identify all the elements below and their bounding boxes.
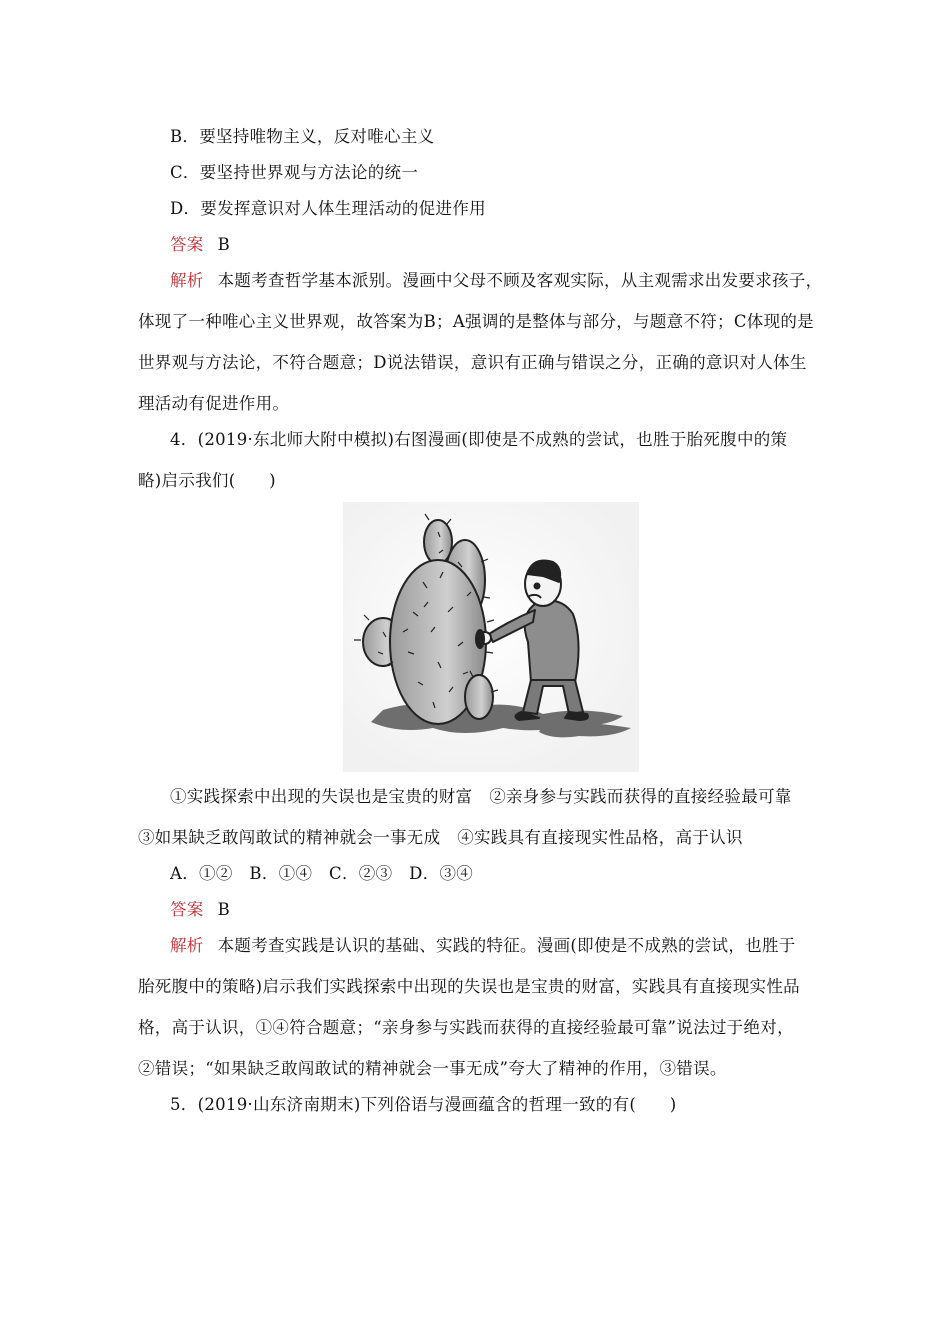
q4-analysis-line-1: 解析 本题考查实践是认识的基础、实践的特征。漫画(即使是不成熟的尝试，也胜于 bbox=[170, 936, 796, 955]
q3-option-d: D．要发挥意识对人体生理活动的促进作用 bbox=[170, 199, 486, 218]
q4-analysis-line-3: 格，高于认识，①④符合题意；“亲身参与实践而获得的直接经验最可靠”说法过于绝对， bbox=[138, 1018, 794, 1037]
q3-option-c: C．要坚持世界观与方法论的统一 bbox=[170, 163, 419, 182]
q4-analysis-line-4: ②错误；“如果缺乏敢闯敢试的精神就会一事无成”夸大了精神的作用，③错误。 bbox=[138, 1059, 727, 1078]
answer-label: 答案 bbox=[170, 900, 204, 919]
answer-value: B bbox=[217, 235, 231, 254]
q3-analysis-line-1: 解析 本题考查哲学基本派别。漫画中父母不顾及客观实际，从主观需求出发要求孩子， bbox=[170, 271, 823, 290]
q3-answer bbox=[170, 234, 860, 256]
q5-stem: 5．(2019·山东济南期末)下列俗语与漫画蕴含的哲理一致的有( ) bbox=[170, 1095, 677, 1114]
q4-statement-line-1: ①实践探索中出现的失误也是宝贵的财富 ②亲身参与实践而获得的直接经验最可靠 bbox=[170, 787, 792, 806]
q3-option-b: B．要坚持唯物主义，反对唯心主义 bbox=[170, 127, 435, 146]
answer-value: B bbox=[217, 900, 231, 919]
answer-label: 答案 bbox=[170, 235, 204, 254]
analysis-label: 解析 bbox=[170, 936, 204, 955]
cactus-cartoon bbox=[343, 502, 639, 772]
q4-options: A．①② B．①④ C．②③ D．③④ bbox=[170, 864, 474, 883]
analysis-label: 解析 bbox=[170, 271, 204, 290]
q3-analysis-line-2: 体现了一种唯心主义世界观，故答案为B；A强调的是整体与部分，与题意不符；C体现的是 bbox=[138, 312, 814, 331]
q4-stem-line-2: 略)启示我们( ) bbox=[138, 471, 276, 490]
q4-stem-line-1: 4．(2019·东北师大附中模拟)右图漫画(即使是不成熟的尝试，也胜于胎死腹中的策 bbox=[170, 430, 788, 449]
q4-answer bbox=[170, 899, 860, 921]
q4-analysis-line-2: 胎死腹中的策略)启示我们实践探索中出现的失误也是宝贵的财富，实践具有直接现实性品 bbox=[138, 977, 800, 996]
q4-statement-line-2: ③如果缺乏敢闯敢试的精神就会一事无成 ④实践具有直接现实性品格，高于认识 bbox=[138, 828, 743, 847]
q3-analysis-line-4: 理活动有促进作用。 bbox=[138, 394, 290, 413]
q3-analysis-line-3: 世界观与方法论，不符合题意；D说法错误，意识有正确与错误之分，正确的意识对人体生 bbox=[138, 353, 807, 372]
